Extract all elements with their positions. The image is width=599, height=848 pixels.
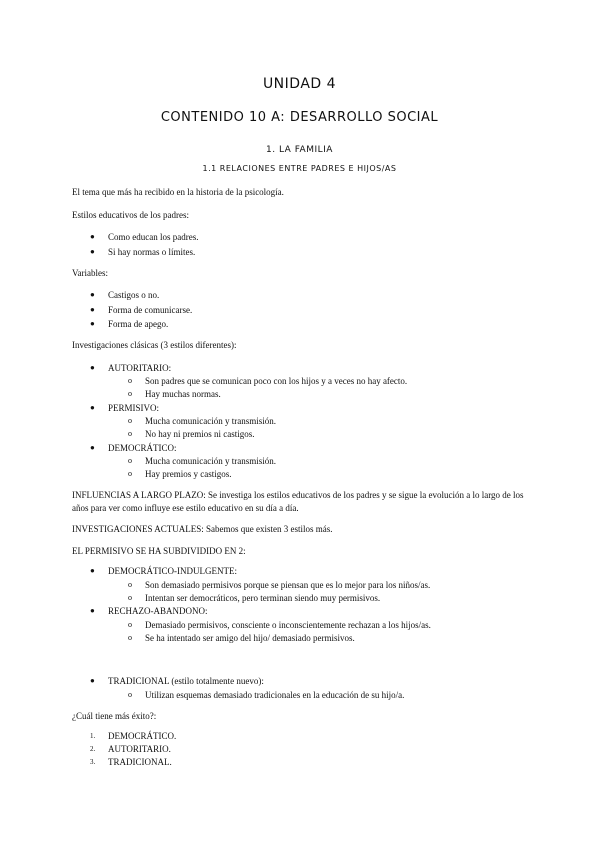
exito-question: ¿Cuál tiene más éxito?: [72,711,157,721]
exito-item: TRADICIONAL. [108,757,172,767]
actuales-text: Sabemos que existen 3 estilos más. [206,524,333,534]
style-item: Mucha comunicación y transmisión. [145,456,276,466]
style-name: AUTORITARIO: [108,363,172,373]
estilos-item: Como educan los padres. [108,232,199,242]
influencias-text: Se investiga los estilos educativos de los padres y se sigue la evolución a lo largo de los años para ver como influye ese estilo educativo en su día a día. [72,490,524,513]
list-number: 3. [90,758,96,766]
influencias-paragraph [72,489,530,515]
investigaciones-title: Investigaciones clásicas (3 estilos diferentes): [72,340,237,350]
unit-heading: UNIDAD 4 [262,76,337,92]
style-item: Demasiado permisivos, consciente o inconscientemente rechazan a los hijos/as. [145,620,431,630]
style-name: PERMISIVO: [108,403,160,413]
bullet-icon: ● [90,443,95,452]
bullet-icon: ● [90,676,95,685]
style-name: DEMOCRÁTICO: [108,443,177,453]
sub-bullet-icon: o [128,469,132,478]
variables-item: Forma de apego. [108,319,169,329]
sub-bullet-icon: o [128,429,132,438]
variables-item: Castigos o no. [108,290,160,300]
variables-item: Forma de comunicarse. [108,305,193,315]
style-item: Intentan ser democráticos, pero terminan siendo muy permisivos. [145,593,381,603]
style-name: TRADICIONAL (estilo totalmente nuevo): [108,676,264,686]
style-item: Son padres que se comunican poco con los hijos y a veces no hay afecto. [145,376,408,386]
sub-bullet-icon: o [128,633,132,642]
permisivo-sub-title: EL PERMISIVO SE HA SUBDIVIDIDO EN 2: [72,546,246,556]
estilos-title: Estilos educativos de los padres: [72,210,189,220]
bullet-icon: ● [90,305,95,314]
style-item: Hay muchas normas. [145,389,221,399]
bullet-icon: ● [90,290,95,299]
sub-bullet-icon: o [128,416,132,425]
bullet-icon: ● [90,403,95,412]
estilos-item: Si hay normas o límites. [108,247,196,257]
intro-text: El tema que más ha recibido en la historia de la psicología. [72,187,284,197]
sub-bullet-icon: o [128,389,132,398]
list-number: 2. [90,745,96,753]
bullet-icon: ● [90,606,95,615]
bullet-icon: ● [90,247,95,256]
sub-bullet-icon: o [128,580,132,589]
bullet-icon: ● [90,363,95,372]
sub-bullet-icon: o [128,376,132,385]
style-name: RECHAZO-ABANDONO: [108,606,208,616]
style-item: No hay ni premios ni castigos. [145,429,255,439]
sub-bullet-icon: o [128,620,132,629]
bullet-icon: ● [90,319,95,328]
style-item: Se ha intentado ser amigo del hijo/ demasiado permisivos. [145,633,355,643]
section-heading: 1. LA FAMILIA [266,145,333,155]
subsection-heading: 1.1 RELACIONES ENTRE PADRES E HIJOS/AS [202,164,397,173]
style-item: Utilizan esquemas demasiado tradicionales en la educación de su hijo/a. [145,690,405,700]
style-item: Hay premios y castigos. [145,469,232,479]
actuales-paragraph [72,524,332,534]
sub-bullet-icon: o [128,690,132,699]
exito-item: DEMOCRÁTICO. [108,731,177,741]
sub-bullet-icon: o [128,456,132,465]
exito-item: AUTORITARIO. [108,744,171,754]
variables-title: Variables: [72,268,108,278]
style-item: Mucha comunicación y transmisión. [145,416,276,426]
style-item: Son demasiado permisivos porque se piensan que es lo mejor para los niños/as. [145,580,431,590]
sub-bullet-icon: o [128,593,132,602]
content-heading: CONTENIDO 10 A: DESARROLLO SOCIAL [160,110,439,125]
bullet-icon: ● [90,566,95,575]
list-number: 1. [90,732,96,740]
actuales-label: INVESTIGACIONES ACTUALES: [72,524,204,534]
bullet-icon: ● [90,232,95,241]
influencias-label: INFLUENCIAS A LARGO PLAZO: [72,490,206,500]
style-name: DEMOCRÁTICO-INDULGENTE: [108,566,237,576]
